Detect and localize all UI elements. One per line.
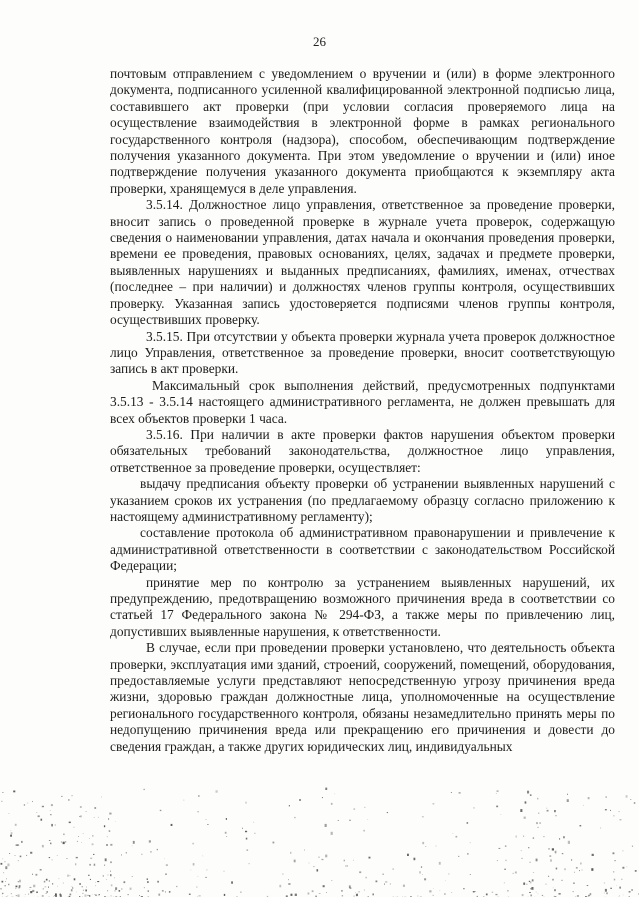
paragraph-3-5-14: 3.5.14. Должностное лицо управления, ответственное за проведение проверки, вносит запись о проведенной проверке в журнале учета проверок, содержащую сведения о наименовании управления, датах начала и окончания проведения проверки, времени ее проведения, правовых основаниях, целях, задачах и предмете проверки, выявленных нарушениях и выданных предписаниях, фамилиях, именах, отчествах (последнее – при наличии) и должностях членов группы контроля, осуществивших проверку. Указанная запись удостоверяется подписями членов группы контроля, осуществивших проверку. (110, 197, 615, 328)
list-item-measures: принятие мер по контролю за устранением выявленных нарушений, их предупреждению, предотвращению возможного причинения вреда в соответствии со статьей 17 Федерального закона № 294-ФЗ, а также меры по привлечению лиц, допустивших выявленные нарушения, к ответственности. (110, 574, 615, 639)
page-number: 26 (313, 34, 326, 49)
paragraph-threat: В случае, если при проведении проверки установлено, что деятельность объекта проверки, эксплуатация ими зданий, строений, сооружений, помещений, оборудования, предоставляемые услуги представляют непосредственную угрозу причинения вреда жизни, здоровью граждан должностные лица, уполномоченные на осуществление регионального государственного контроля, обязаны незамедлительно принять меры по недопущению причинения вреда или прекращению его причинения и довести до сведения граждан, а также других юридических лиц, индивидуальных (110, 640, 615, 754)
paragraph-1: почтовым отправлением с уведомлением о вручении и (или) в форме электронного документа, подписанного усиленной квалифицированной электронной подписью лица, составившего акт проверки (при условии согласия проверяемого лица на осуществление взаимодействия в электронной форме в рамках регионального государственного контроля (надзора), способом, обеспечивающим подтверждение получения указанного документа. При этом уведомление о вручении и (или) иное подтверждение получения указанного документа приобщаются к экземпляру акта проверки, хранящемуся в деле управления. (110, 66, 615, 196)
paragraph-3-5-15: 3.5.15. При отсутствии у объекта проверки журнала учета проверок должностное лицо Управления, ответственное за проведение проверки, вносит соответствующую запись в акт проверки. (110, 328, 615, 377)
document-body (110, 66, 615, 755)
paragraph-3-5-16: 3.5.16. При наличии в акте проверки фактов нарушения объектом проверки обязательных требований законодательства, должностное лицо управления, ответственное за проведение проверки, осуществляет: (110, 426, 615, 475)
list-item-protocol: составление протокола об административном правонарушении и привлечение к административной ответственности в соответствии с законодательством Российской Федерации; (110, 525, 615, 574)
list-item-prescription: выдачу предписания объекту проверки об устранении выявленных нарушений с указанием сроков их устранения (по предлагаемому образцу согласно приложению к настоящему административному регламенту); (110, 476, 615, 524)
paragraph-max-time: Максимальный срок выполнения действий, предусмотренных подпунктами 3.5.13 - 3.5.14 настоящего административного регламента, не должен превышать для всех объектов проверки 1 часа. (110, 377, 615, 426)
scan-noise-decoration (0, 787, 639, 897)
